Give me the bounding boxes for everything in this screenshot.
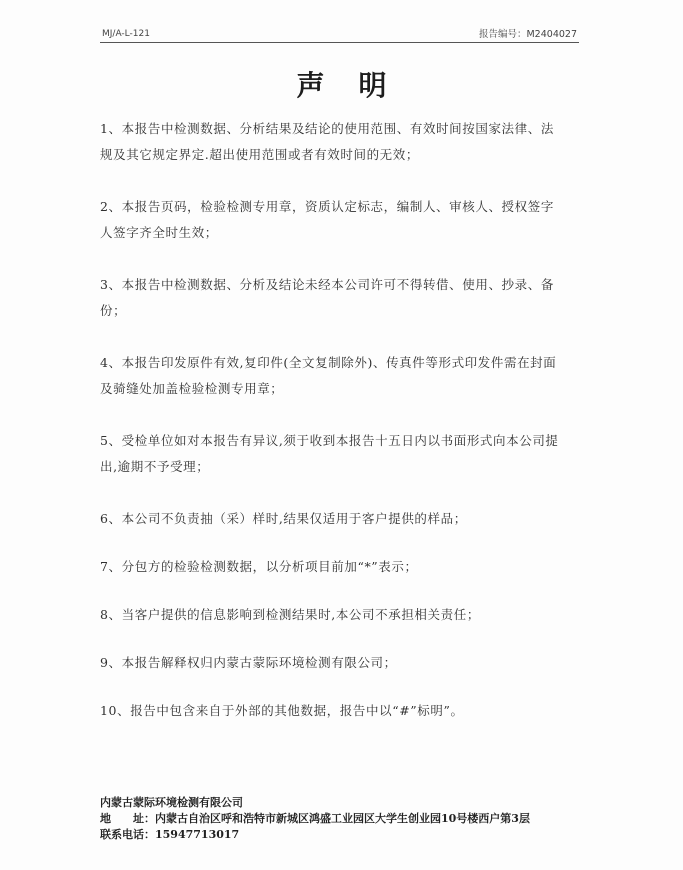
declaration-list	[100, 116, 584, 746]
clause-line: 3、本报告中检测数据、分析及结论未经本公司许可不得转借、使用、抄录、备	[100, 277, 554, 292]
clause-line: 4、本报告印发原件有效,复印件(全文复制除外)、传真件等形式印发件需在封面	[100, 355, 557, 370]
clause-1	[100, 116, 584, 168]
clause-6	[100, 506, 584, 532]
clause-line: 人签字齐全时生效；	[100, 225, 218, 240]
clause-line: 10、报告中包含来自于外部的其他数据，报告中以“#”标明”。	[100, 703, 464, 718]
company-phone: 联系电话：15947713017	[100, 828, 240, 841]
clause-3	[100, 272, 584, 324]
company-name: 内蒙古蒙际环境检测有限公司	[100, 796, 243, 809]
clause-line: 7、分包方的检验检测数据，以分析项目前加“*”表示；	[100, 559, 418, 574]
clause-9	[100, 650, 584, 676]
clause-5	[100, 428, 584, 480]
clause-2	[100, 194, 584, 246]
page-header	[100, 26, 579, 43]
page-title: 声明	[296, 69, 421, 102]
clause-line: 9、本报告解释权归内蒙古蒙际环境检测有限公司；	[100, 655, 397, 670]
clause-line: 6、本公司不负责抽（采）样时,结果仅适用于客户提供的样品；	[100, 511, 467, 526]
company-address: 地 址：内蒙古自治区呼和浩特市新城区鸿盛工业园区大学生创业园10号楼西户第3层	[100, 812, 530, 825]
clause-7	[100, 554, 584, 580]
clause-line: 及骑缝处加盖检验检测专用章；	[100, 381, 284, 396]
clause-10	[100, 698, 584, 724]
clause-line: 出,逾期不予受理；	[100, 459, 210, 474]
clause-line: 2、本报告页码，检验检测专用章，资质认定标志，编制人、审核人、授权签字	[100, 199, 554, 214]
clause-line: 8、当客户提供的信息影响到检测结果时,本公司不承担相关责任；	[100, 607, 480, 622]
clause-4	[100, 350, 584, 402]
report-number: 报告编号：M2404027	[478, 29, 577, 40]
clause-line: 规及其它规定界定.超出使用范围或者有效时间的无效；	[100, 147, 419, 162]
document-code: MJ/A-L-121	[102, 29, 150, 39]
clause-line: 份；	[100, 303, 127, 318]
clause-line: 1、本报告中检测数据、分析结果及结论的使用范围、有效时间按国家法律、法	[100, 121, 554, 136]
company-footer	[100, 795, 530, 843]
clause-8	[100, 602, 584, 628]
clause-line: 5、受检单位如对本报告有异议,须于收到本报告十五日内以书面形式向本公司提	[100, 433, 559, 448]
